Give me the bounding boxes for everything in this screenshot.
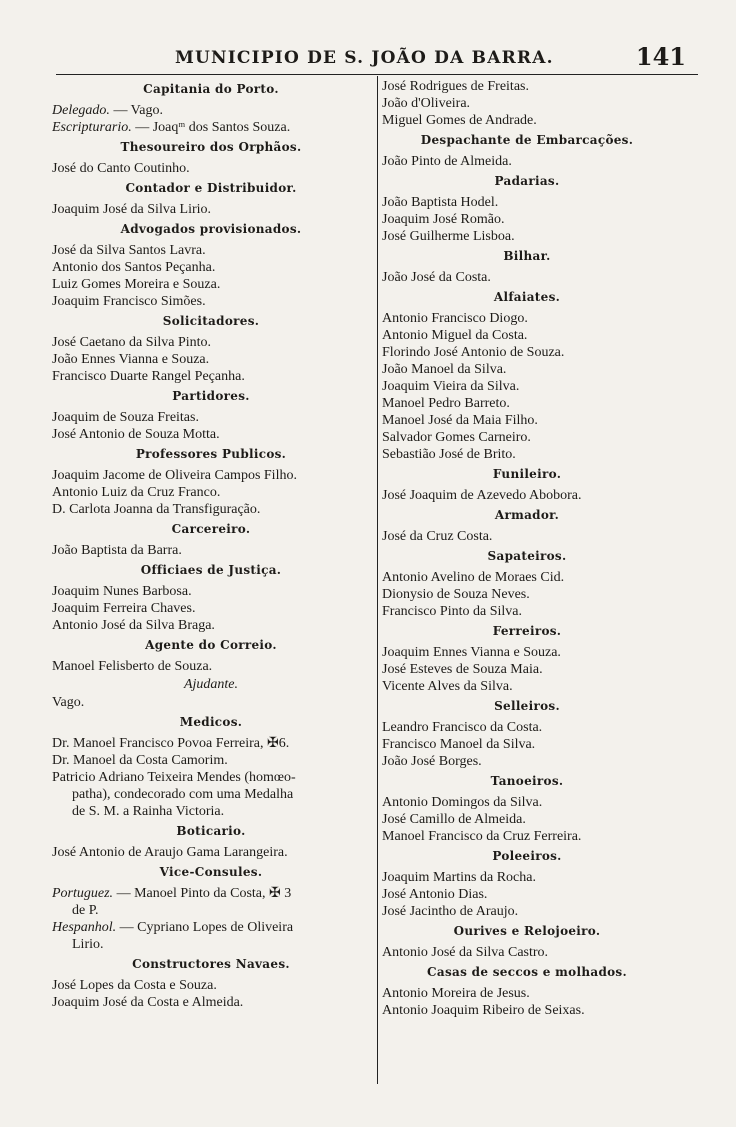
role-value: — Cypriano Lopes de Oliveira — [116, 920, 294, 935]
list-item: Manoel Felisberto de Souza. — [52, 659, 213, 674]
section-heading: Despachante de Embarcações. — [420, 133, 634, 147]
section-heading: Constructores Navaes. — [132, 957, 290, 971]
page-header — [60, 42, 696, 78]
list-item: João José da Costa. — [382, 270, 491, 285]
list-item: José do Canto Coutinho. — [52, 161, 190, 176]
list-item: João Baptista da Barra. — [52, 543, 182, 558]
section-heading: Agente do Correio. — [145, 638, 277, 652]
list-item: Joaquim Ferreira Chaves. — [52, 601, 196, 616]
list-item: José Jacintho de Araujo. — [382, 904, 519, 919]
list-item: Joaquim Jacome de Oliveira Campos Filho. — [52, 468, 297, 483]
list-item: José Antonio Dias. — [382, 887, 488, 902]
section-heading: Thesoureiro dos Orphãos. — [120, 140, 302, 154]
list-item: Francisco Manoel da Silva. — [382, 737, 536, 752]
right-column — [382, 78, 672, 1019]
list-item: Florindo José Antonio de Souza. — [382, 345, 565, 360]
section-heading: Bilhar. — [503, 249, 551, 263]
section-heading: Funileiro. — [492, 467, 562, 481]
section-heading: Medicos. — [179, 715, 243, 729]
role-value: — Manoel Pinto da Costa, ✠ 3 — [113, 886, 292, 901]
list-item: Leandro Francisco da Costa. — [382, 720, 543, 735]
list-item: José Antonio de Araujo Gama Larangeira. — [52, 845, 288, 860]
list-item: João Manoel da Silva. — [382, 362, 507, 377]
list-item: José Rodrigues de Freitas. — [382, 79, 529, 94]
page-title: MUNICIPIO DE S. JOÃO DA BARRA. — [175, 48, 554, 68]
list-item: Vago. — [52, 695, 85, 710]
subheading: Ajudante. — [183, 677, 239, 692]
list-item: João d'Oliveira. — [382, 96, 471, 111]
list-item-continuation: Lirio. — [72, 937, 104, 952]
list-item — [52, 885, 370, 902]
list-item: Antonio Luiz da Cruz Franco. — [52, 485, 221, 500]
list-item: Antonio Joaquim Ribeiro de Seixas. — [382, 1003, 585, 1018]
list-item: Antonio Avelino de Moraes Cid. — [382, 570, 565, 585]
list-item: Joaquim Martins da Rocha. — [382, 870, 536, 885]
list-item: José Guilherme Lisboa. — [382, 229, 515, 244]
list-item: João Pinto de Almeida. — [382, 154, 512, 169]
section-heading: Contador e Distribuidor. — [125, 181, 297, 195]
section-heading: Tanoeiros. — [490, 774, 564, 788]
list-item: Francisco Duarte Rangel Peçanha. — [52, 369, 245, 384]
list-item: Manoel Pedro Barreto. — [382, 396, 510, 411]
section-heading: Officiaes de Justiça. — [140, 563, 282, 577]
section-heading: Selleiros. — [494, 699, 560, 713]
list-item: José Lopes da Costa e Souza. — [52, 978, 217, 993]
list-item: Antonio José da Silva Braga. — [52, 618, 215, 633]
list-item-continuation: de S. M. a Rainha Victoria. — [72, 804, 225, 819]
section-heading: Armador. — [494, 508, 560, 522]
section-heading: Solicitadores. — [162, 314, 260, 328]
list-item: Joaquim Nunes Barbosa. — [52, 584, 192, 599]
list-item: Dionysio de Souza Neves. — [382, 587, 530, 602]
list-item: Patricio Adriano Teixeira Mendes (homœo- — [52, 770, 296, 785]
list-item: Joaquim Vieira da Silva. — [382, 379, 520, 394]
role-label: Hespanhol. — [52, 920, 117, 935]
role-value: — Joaqᵐ dos Santos Souza. — [131, 120, 291, 135]
list-item: Joaquim Ennes Vianna e Souza. — [382, 645, 561, 660]
section-heading: Carcereiro. — [171, 522, 251, 536]
role-label: Escripturario. — [52, 120, 132, 135]
role-label: Portuguez. — [52, 886, 114, 901]
list-item: Joaquim de Souza Freitas. — [52, 410, 199, 425]
list-item: José da Cruz Costa. — [382, 529, 493, 544]
list-item — [52, 102, 370, 119]
list-item — [52, 119, 370, 136]
list-item — [52, 919, 370, 936]
section-heading: Padarias. — [494, 174, 560, 188]
list-item: Antonio José da Silva Castro. — [382, 945, 549, 960]
list-item: Manoel José da Maia Filho. — [382, 413, 538, 428]
list-item: João José Borges. — [382, 754, 482, 769]
column-divider — [377, 76, 378, 1084]
list-item: Manoel Francisco da Cruz Ferreira. — [382, 829, 582, 844]
list-item: Vicente Alves da Silva. — [382, 679, 513, 694]
list-item: José Camillo de Almeida. — [382, 812, 526, 827]
list-item: Antonio Moreira de Jesus. — [382, 986, 530, 1001]
section-heading: Boticario. — [176, 824, 246, 838]
list-item: Sebastião José de Brito. — [382, 447, 516, 462]
list-item: José da Silva Santos Lavra. — [52, 243, 206, 258]
section-heading: Capitania do Porto. — [143, 82, 279, 96]
list-item: Antonio dos Santos Peçanha. — [52, 260, 216, 275]
list-item: Dr. Manoel Francisco Povoa Ferreira, ✠6. — [52, 736, 290, 751]
list-item-continuation: de P. — [72, 903, 99, 918]
list-item: José Caetano da Silva Pinto. — [52, 335, 212, 350]
section-heading: Advogados provisionados. — [120, 222, 302, 236]
list-item: João Baptista Hodel. — [382, 195, 499, 210]
list-item: José Esteves de Souza Maia. — [382, 662, 543, 677]
list-item: Antonio Francisco Diogo. — [382, 311, 528, 326]
section-heading: Ourives e Relojoeiro. — [453, 924, 601, 938]
left-column — [52, 78, 370, 1011]
list-item: Joaquim José da Silva Lirio. — [52, 202, 212, 217]
list-item: Joaquim Francisco Simões. — [52, 294, 206, 309]
section-heading: Casas de seccos e molhados. — [427, 965, 627, 979]
header-rule — [56, 74, 698, 75]
list-item: Joaquim José Romão. — [382, 212, 505, 227]
list-item: Antonio Miguel da Costa. — [382, 328, 528, 343]
list-item: José Antonio de Souza Motta. — [52, 427, 220, 442]
section-heading: Partidores. — [172, 389, 250, 403]
list-item: Salvador Gomes Carneiro. — [382, 430, 531, 445]
list-item: Miguel Gomes de Andrade. — [382, 113, 537, 128]
role-label: Delegado. — [52, 103, 110, 118]
role-value: — Vago. — [109, 103, 163, 118]
list-item: Francisco Pinto da Silva. — [382, 604, 522, 619]
list-item-continuation: patha), condecorado com uma Medalha — [72, 787, 294, 802]
list-item: Joaquim José da Costa e Almeida. — [52, 995, 244, 1010]
section-heading: Professores Publicos. — [135, 447, 287, 461]
section-heading: Alfaiates. — [493, 290, 561, 304]
list-item: José Joaquim de Azevedo Abobora. — [382, 488, 582, 503]
section-heading: Sapateiros. — [487, 549, 567, 563]
page-number: 141 — [635, 42, 686, 71]
list-item: D. Carlota Joanna da Transfiguração. — [52, 502, 261, 517]
section-heading: Vice-Consules. — [159, 865, 263, 879]
list-item: Antonio Domingos da Silva. — [382, 795, 543, 810]
list-item: Luiz Gomes Moreira e Souza. — [52, 277, 221, 292]
section-heading: Poleeiros. — [492, 849, 562, 863]
list-item: João Ennes Vianna e Souza. — [52, 352, 210, 367]
section-heading: Ferreiros. — [492, 624, 562, 638]
list-item: Dr. Manoel da Costa Camorim. — [52, 753, 228, 768]
